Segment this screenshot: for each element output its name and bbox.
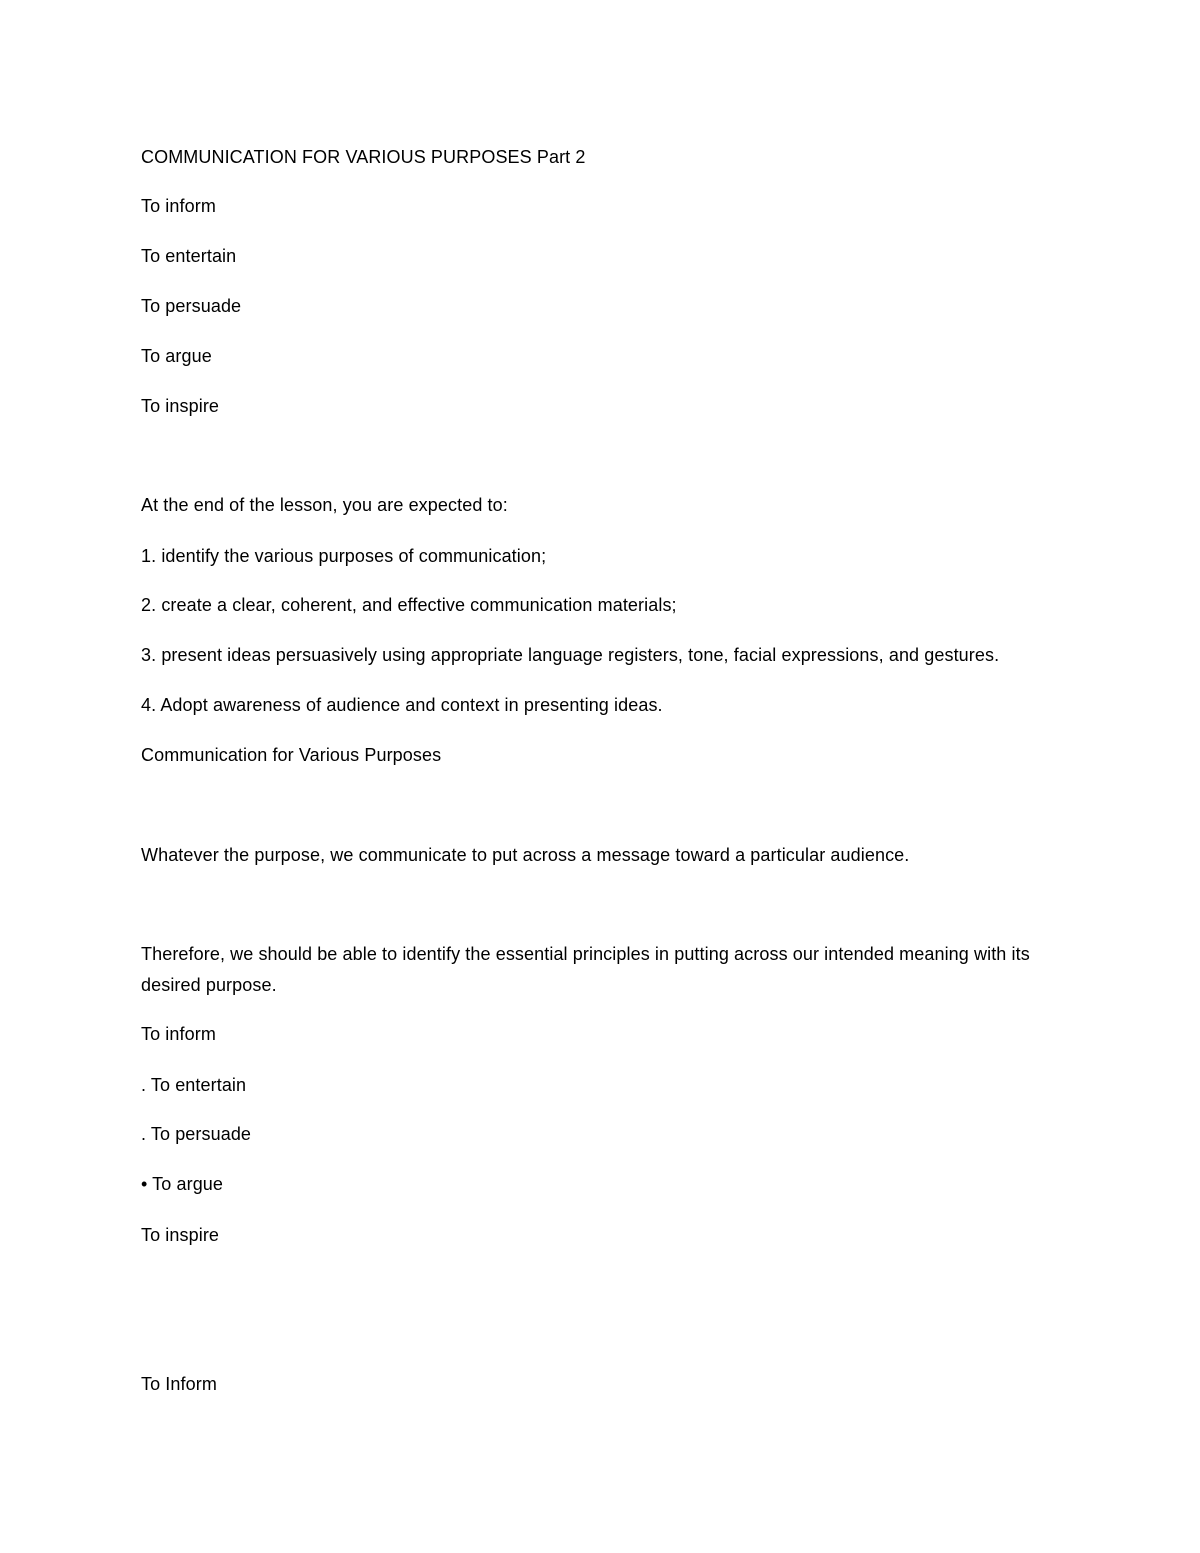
objective-item: 1. identify the various purposes of communication; <box>141 546 547 566</box>
purpose-item: . To entertain <box>141 1075 247 1095</box>
objective-item: 3. present ideas persuasively using appropriate language registers, tone, facial expressions, and gestures. <box>141 645 1000 665</box>
objective-item: 2. create a clear, coherent, and effective communication materials; <box>141 595 677 615</box>
purpose-item: To entertain <box>141 246 237 266</box>
objectives-intro: At the end of the lesson, you are expected to: <box>141 495 508 515</box>
purpose-item: . To persuade <box>141 1124 252 1144</box>
document-title: COMMUNICATION FOR VARIOUS PURPOSES Part 2 <box>141 147 586 167</box>
purpose-item: To argue <box>141 346 212 366</box>
purpose-item: To inspire <box>141 396 220 416</box>
purpose-item: • To argue <box>141 1174 224 1194</box>
paragraph: Therefore, we should be able to identify the essential principles in putting across our intended meaning with its desired purpose. <box>141 944 1030 995</box>
purpose-item: To inform <box>141 1024 216 1044</box>
purpose-item: To persuade <box>141 296 242 316</box>
purpose-item: To inspire <box>141 1225 220 1245</box>
paragraph: Whatever the purpose, we communicate to put across a message toward a particular audience. <box>141 845 910 865</box>
subheading: To Inform <box>141 1374 217 1394</box>
purpose-item: To inform <box>141 196 216 216</box>
objective-item: 4. Adopt awareness of audience and context in presenting ideas. <box>141 695 663 715</box>
section-heading: Communication for Various Purposes <box>141 745 442 765</box>
